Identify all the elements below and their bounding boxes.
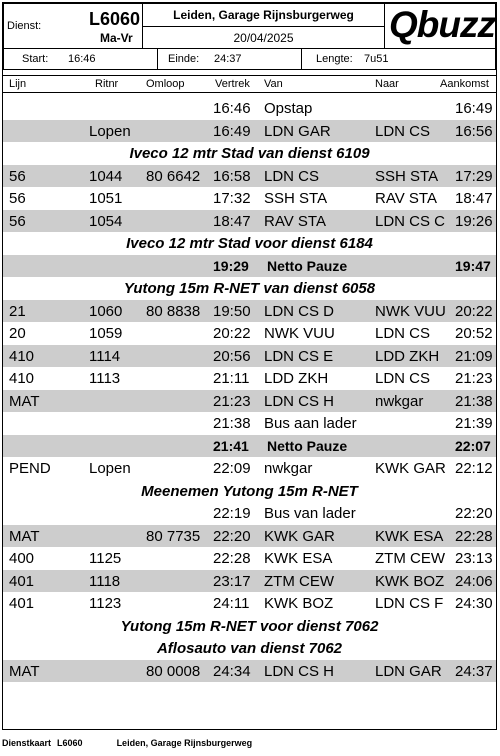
trip-row xyxy=(3,525,496,548)
cell-van: nwkgar xyxy=(264,460,313,477)
cell-vertrek: 24:34 xyxy=(213,662,251,680)
cell-van: RAV STA xyxy=(264,212,326,230)
cell-aankomst: 24:30 xyxy=(455,595,493,612)
cell-ritnr: Lopen xyxy=(89,460,131,477)
col-vertrek: Vertrek xyxy=(215,78,250,90)
section-header xyxy=(3,142,496,165)
cell-omloop: 80 8838 xyxy=(146,302,201,320)
cell-van: SSH STA xyxy=(264,190,328,207)
trip-row xyxy=(3,165,496,188)
cell-vertrek: 17:32 xyxy=(213,190,251,207)
cell-vertrek: 22:28 xyxy=(213,550,251,567)
cell-aankomst: 20:22 xyxy=(455,302,493,320)
trip-row xyxy=(3,570,496,593)
cell-ritnr: 1054 xyxy=(89,212,123,230)
section-title: Aflosauto van dienst 7062 xyxy=(156,640,343,657)
cell-van: LDN CS E xyxy=(264,347,334,365)
pause-end: 19:47 xyxy=(455,257,491,274)
cell-ritnr: 1113 xyxy=(89,370,121,387)
cell-naar: LDN CS C xyxy=(375,212,446,230)
cell-ritnr: 1114 xyxy=(89,347,121,365)
cell-naar: nwkgar xyxy=(375,392,424,410)
start-label: Start: xyxy=(22,53,49,65)
service-card xyxy=(2,2,497,730)
cell-naar: LDN CS xyxy=(375,325,431,342)
end-box xyxy=(157,48,302,70)
trip-row xyxy=(3,592,496,615)
section-title: Yutong 15m R-NET van dienst 6058 xyxy=(123,280,376,297)
logo-box xyxy=(384,3,496,49)
cell-naar: KWK BOZ xyxy=(375,572,445,590)
cell-naar: ZTM CEW xyxy=(375,550,445,567)
qbuzz-logo: Qbuzz xyxy=(389,4,495,45)
schedule-table xyxy=(3,97,496,682)
trip-row xyxy=(3,502,496,525)
footer-card-code: L6060 xyxy=(57,738,83,748)
section-header xyxy=(3,615,496,638)
cell-aankomst: 21:38 xyxy=(455,392,493,410)
cell-vertrek: 20:22 xyxy=(213,325,251,342)
section-header xyxy=(3,277,496,300)
pause-row xyxy=(3,255,496,278)
cell-aankomst: 22:12 xyxy=(455,460,493,477)
trip-row xyxy=(3,97,496,120)
cell-vertrek: 19:50 xyxy=(213,302,251,320)
trip-row xyxy=(3,390,496,413)
cell-lijn: 21 xyxy=(9,302,26,320)
cell-lijn: PEND xyxy=(9,460,51,477)
cell-vertrek: 21:11 xyxy=(213,370,250,387)
cell-van: LDN CS xyxy=(264,167,320,185)
cell-lijn: 56 xyxy=(9,212,26,230)
cell-naar: NWK VUU xyxy=(375,302,446,320)
footer-location: Leiden, Garage Rijnsburgerweg xyxy=(116,738,253,748)
length-label: Lengte: xyxy=(316,53,353,65)
cell-lijn: 410 xyxy=(9,347,35,365)
cell-van: Bus aan lader xyxy=(264,415,357,432)
cell-lijn: 20 xyxy=(9,325,26,342)
cell-ritnr: 1051 xyxy=(89,190,123,207)
cell-vertrek: 16:58 xyxy=(213,167,251,185)
card-header xyxy=(3,3,496,75)
section-header xyxy=(3,637,496,660)
cell-aankomst: 19:26 xyxy=(455,212,493,230)
cell-vertrek: 22:19 xyxy=(213,505,251,522)
cell-vertrek: 22:20 xyxy=(213,527,251,545)
cell-aankomst: 16:56 xyxy=(455,122,493,140)
cell-aankomst: 24:06 xyxy=(455,572,493,590)
cell-vertrek: 24:11 xyxy=(213,595,250,612)
cell-lijn: 56 xyxy=(9,167,26,185)
section-title: Iveco 12 mtr Stad voor dienst 6184 xyxy=(126,235,373,252)
cell-aankomst: 21:09 xyxy=(455,347,493,365)
col-omloop: Omloop xyxy=(146,78,185,90)
cell-lijn: MAT xyxy=(9,662,40,680)
start-box xyxy=(3,48,158,70)
cell-aankomst: 24:37 xyxy=(455,662,493,680)
cell-naar: SSH STA xyxy=(375,167,439,185)
col-van: Van xyxy=(264,78,283,90)
cell-lijn: 401 xyxy=(9,595,35,612)
cell-naar: LDN GAR xyxy=(375,662,442,680)
trip-row xyxy=(3,187,496,210)
cell-van: LDN CS D xyxy=(264,302,335,320)
section-title: Iveco 12 mtr Stad van dienst 6109 xyxy=(129,145,370,162)
cell-vertrek: 20:56 xyxy=(213,347,251,365)
dienst-code: L6060 xyxy=(89,9,141,29)
cell-van: LDN CS H xyxy=(264,662,335,680)
footer-card-label: Dienstkaart xyxy=(2,738,52,748)
end-value: 24:37 xyxy=(214,53,242,65)
column-headers xyxy=(3,75,496,93)
cell-van: KWK GAR xyxy=(264,527,335,545)
cell-aankomst: 18:47 xyxy=(455,190,493,207)
pause-start: 19:29 xyxy=(213,257,249,274)
section-header xyxy=(3,232,496,255)
length-value: 7u51 xyxy=(364,53,389,65)
col-ritnr: Ritnr xyxy=(95,78,119,90)
trip-row xyxy=(3,547,496,570)
cell-naar: LDN CS xyxy=(375,370,431,387)
cell-aankomst: 17:29 xyxy=(455,167,493,185)
day-type: Ma-Vr xyxy=(100,31,133,45)
cell-vertrek: 16:46 xyxy=(213,100,251,117)
footer xyxy=(2,738,286,748)
trip-row xyxy=(3,367,496,390)
trip-row xyxy=(3,300,496,323)
cell-naar: RAV STA xyxy=(375,190,437,207)
cell-van: Bus van lader xyxy=(264,505,356,522)
end-label: Einde: xyxy=(168,53,200,65)
pause-start: 21:41 xyxy=(213,437,249,454)
cell-vertrek: 21:23 xyxy=(213,392,251,410)
cell-ritnr: 1123 xyxy=(89,595,122,612)
cell-lijn: 401 xyxy=(9,572,35,590)
trip-row xyxy=(3,345,496,368)
cell-vertrek: 18:47 xyxy=(213,212,251,230)
cell-omloop: 80 7735 xyxy=(146,527,201,545)
dienst-box xyxy=(3,3,143,49)
cell-omloop: 80 6642 xyxy=(146,167,201,185)
cell-naar: KWK ESA xyxy=(375,527,444,545)
section-title: Yutong 15m R-NET voor dienst 7062 xyxy=(120,617,379,635)
date: 20/04/2025 xyxy=(233,31,294,45)
cell-aankomst: 22:28 xyxy=(455,527,493,545)
cell-vertrek: 21:38 xyxy=(213,415,251,432)
pause-label: Netto Pauze xyxy=(267,437,348,454)
location: Leiden, Garage Rijnsburgerweg xyxy=(173,8,354,22)
pause-end: 22:07 xyxy=(455,437,491,454)
dienst-label: Dienst: xyxy=(7,20,42,32)
cell-vertrek: 23:17 xyxy=(213,572,251,590)
col-aankomst: Aankomst xyxy=(440,78,489,90)
cell-vertrek: 16:49 xyxy=(213,122,251,140)
trip-row xyxy=(3,660,496,683)
section-title: Meenemen Yutong 15m R-NET xyxy=(141,482,358,500)
trip-row xyxy=(3,210,496,233)
cell-van: LDD ZKH xyxy=(264,370,329,387)
cell-aankomst: 22:20 xyxy=(455,505,493,522)
col-lijn: Lijn xyxy=(9,78,27,90)
cell-van: Opstap xyxy=(264,100,313,117)
col-naar: Naar xyxy=(375,78,399,90)
cell-naar: LDD ZKH xyxy=(375,347,440,365)
cell-aankomst: 16:49 xyxy=(455,100,493,117)
cell-ritnr: 1118 xyxy=(89,572,121,590)
pause-row xyxy=(3,435,496,458)
start-value: 16:46 xyxy=(68,53,96,65)
location-box xyxy=(142,3,385,27)
cell-aankomst: 23:13 xyxy=(455,550,493,567)
section-header xyxy=(3,480,496,503)
cell-aankomst: 21:39 xyxy=(455,415,493,432)
cell-ritnr: 1125 xyxy=(89,550,122,567)
cell-ritnr: 1060 xyxy=(89,302,123,320)
cell-van: LDN GAR xyxy=(264,122,331,140)
cell-lijn: MAT xyxy=(9,527,40,545)
cell-naar: LDN CS F xyxy=(375,595,444,612)
cell-van: KWK ESA xyxy=(264,550,333,567)
cell-ritnr: 1044 xyxy=(89,167,123,185)
trip-row xyxy=(3,457,496,480)
cell-ritnr: 1059 xyxy=(89,325,123,342)
trip-row xyxy=(3,120,496,143)
cell-omloop: 80 0008 xyxy=(146,662,201,680)
cell-lijn: 400 xyxy=(9,550,35,567)
length-box xyxy=(301,48,496,70)
trip-row xyxy=(3,322,496,345)
cell-aankomst: 20:52 xyxy=(455,325,493,342)
cell-aankomst: 21:23 xyxy=(455,370,493,387)
cell-naar: LDN CS xyxy=(375,122,431,140)
cell-lijn: 56 xyxy=(9,190,26,207)
cell-lijn: 410 xyxy=(9,370,35,387)
cell-van: LDN CS H xyxy=(264,392,335,410)
date-box xyxy=(142,26,385,49)
cell-van: KWK BOZ xyxy=(264,595,334,612)
trip-row xyxy=(3,412,496,435)
cell-van: ZTM CEW xyxy=(264,572,334,590)
pause-label: Netto Pauze xyxy=(267,257,348,274)
cell-van: NWK VUU xyxy=(264,325,335,342)
cell-ritnr: Lopen xyxy=(89,122,131,140)
cell-vertrek: 22:09 xyxy=(213,460,251,477)
cell-naar: KWK GAR xyxy=(375,460,446,477)
cell-lijn: MAT xyxy=(9,392,40,410)
